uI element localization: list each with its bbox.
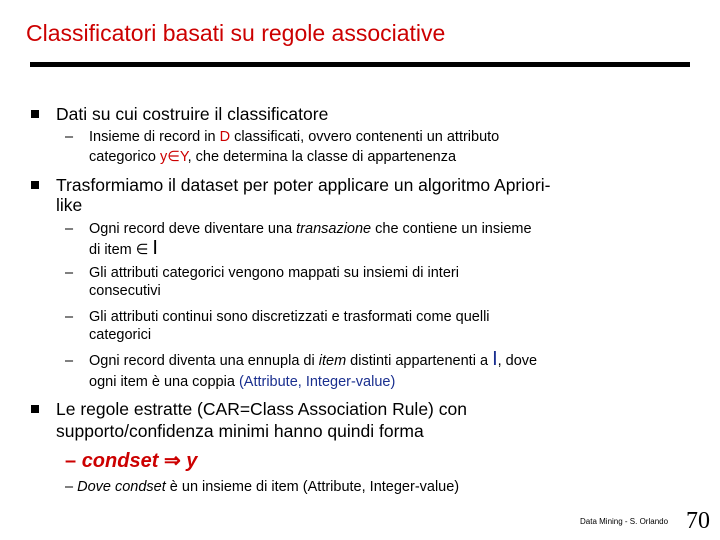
bullet-2-text-line2: like <box>56 195 83 215</box>
sub-bullet-1-1: Insieme di record in D classificati, ovvero contenenti un attributo <box>89 129 500 145</box>
dash-icon: – <box>65 309 74 325</box>
sub-bullet-2-1: Ogni record deve diventare una transazione che contiene un insieme <box>89 221 532 237</box>
dash-icon: – <box>65 353 74 369</box>
bullet-3-text-line2: supporto/confidenza minimi hanno quindi forma <box>56 421 424 441</box>
sub-bullet-2-3-line2: categorici <box>89 327 152 343</box>
sub-bullet-2-3: Gli attributi continui sono discretizzati e trasformati come quelli <box>89 309 490 325</box>
sub-bullet-2-2-line2: consecutivi <box>89 283 161 299</box>
dash-icon: – <box>65 129 74 145</box>
sub-bullet-2-4-line2: ogni item è una coppia (Attribute, Integer-value) <box>89 374 396 390</box>
bullet-3-text: Le regole estratte (CAR=Class Association Rule) con <box>56 399 467 419</box>
sub-bullet-1-1-line2: categorico y∈Y, che determina la classe di appartenenza <box>89 149 457 165</box>
rule-form: – condset ⇒ y <box>65 450 198 472</box>
implies-arrow-icon: ⇒ <box>163 450 181 472</box>
bullet-2-text: Trasformiamo il dataset per poter applicare un algoritmo Apriori- <box>56 175 551 195</box>
bullet-1-text: Dati su cui costruire il classificatore <box>56 104 329 124</box>
bullet-square-icon <box>31 405 39 413</box>
page-number: 70 <box>686 508 710 534</box>
bullet-square-icon <box>31 181 39 189</box>
footer-label: Data Mining - S. Orlando <box>580 517 669 526</box>
sub-bullet-2-2: Gli attributi categorici vengono mappati su insiemi di interi <box>89 265 459 281</box>
dataset-d: D <box>219 129 231 145</box>
dash-icon: – <box>65 265 74 281</box>
y-in-y: y∈Y <box>159 149 188 165</box>
title-underline <box>30 62 690 67</box>
sub-bullet-2-4: Ogni record diventa una ennupla di item distinti appartenenti a I, dove <box>89 348 538 370</box>
sub-bullet-2-1-line2: di item ∈ I <box>89 237 158 259</box>
bullet-square-icon <box>31 110 39 118</box>
attribute-pair: (Attribute, Integer-value) <box>238 374 396 390</box>
rule-note: – Dove condset è un insieme di item (Attribute, Integer-value) <box>65 479 460 495</box>
dash-icon: – <box>65 221 74 237</box>
slide-title: Classificatori basati su regole associative <box>26 20 446 46</box>
